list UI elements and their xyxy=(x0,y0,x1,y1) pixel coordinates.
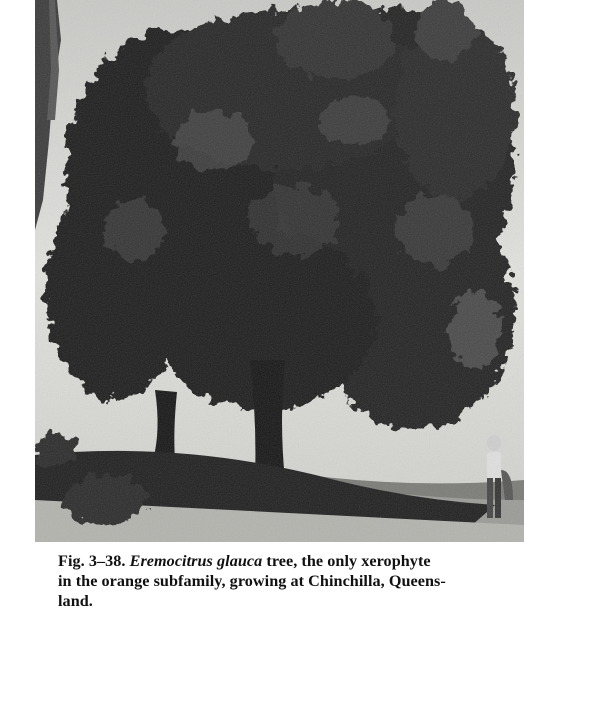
caption-species-name: Eremocitrus glauca xyxy=(129,552,263,570)
caption-fig-label: Fig. 3–38. xyxy=(58,552,126,570)
caption-text-line-3: land. xyxy=(58,592,93,610)
caption-text-line-1: tree, the only xerophyte xyxy=(262,552,431,570)
figure-caption xyxy=(58,551,528,611)
tree-photo-graphic xyxy=(35,0,524,542)
figure-photo xyxy=(35,0,524,542)
caption-text-line-2: in the orange subfamily, growing at Chinchilla, Queens- xyxy=(58,572,446,590)
